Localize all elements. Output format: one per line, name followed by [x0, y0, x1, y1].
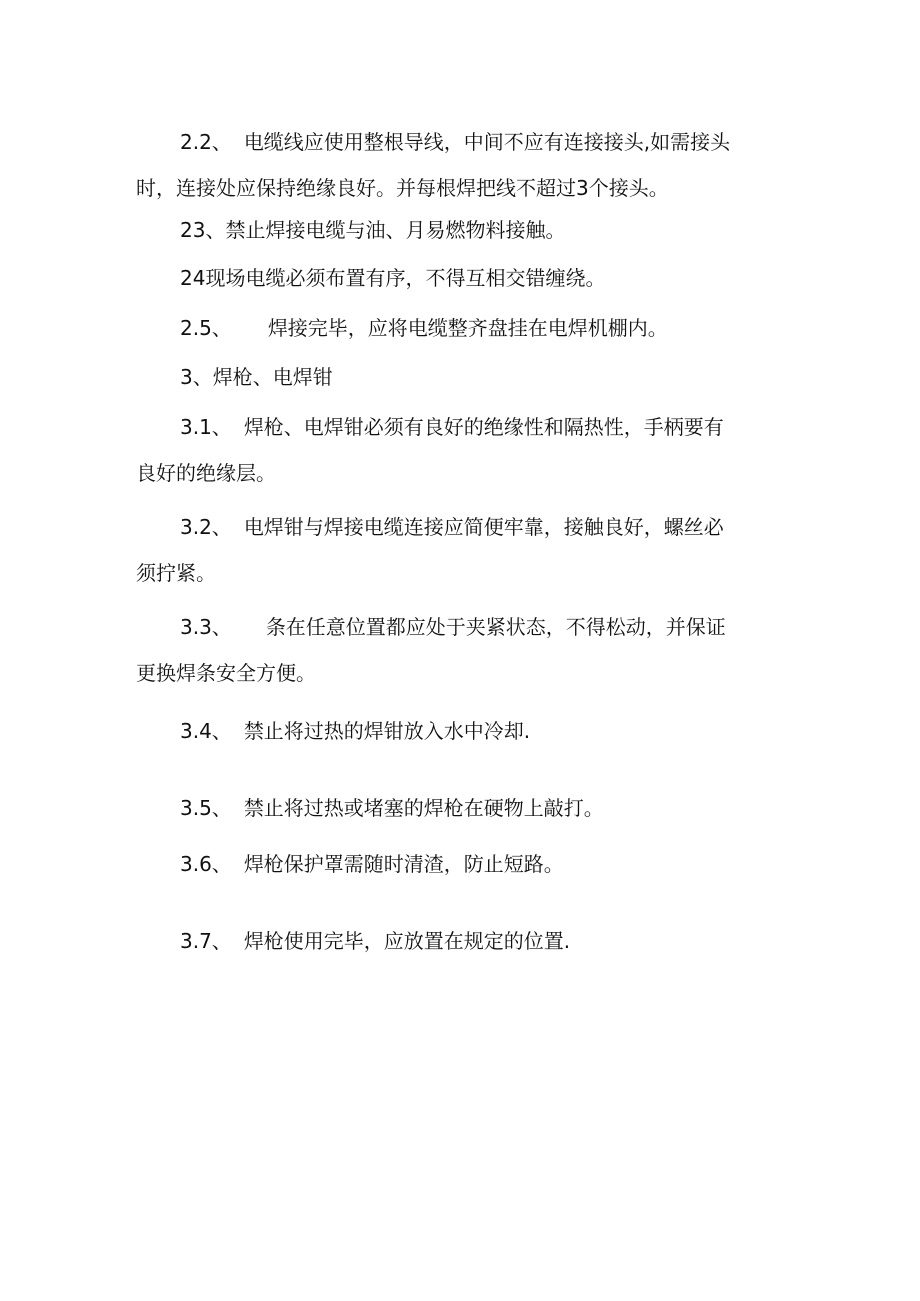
paragraph-line: 须拧紧。: [136, 561, 216, 585]
item-number: 2.5、: [180, 316, 232, 340]
paragraph-line: 电焊钳与焊接电缆连接应简便牢靠，接触良好，螺丝必: [243, 515, 724, 539]
paragraph-3-7: [136, 918, 786, 964]
paragraph-3-2: [136, 504, 786, 596]
item-number: 3.2、: [180, 515, 232, 539]
paragraph-3-6: [136, 841, 786, 887]
item-number: 3.7、: [180, 929, 232, 953]
paragraph-line: 时，连接处应保持绝缘良好。并每根焊把线不超过3个接头。: [136, 176, 669, 200]
paragraph-line: 23、禁止焊接电缆与油、月易燃物料接触。: [180, 218, 566, 242]
paragraph-3-4: [136, 708, 786, 754]
paragraph-line: 禁止将过热的焊钳放入水中冷却.: [243, 719, 531, 743]
paragraph-line: 24现场电缆必须布置有序，不得互相交错缠绕。: [180, 266, 606, 290]
paragraph-line: 焊枪使用完毕，应放置在规定的位置.: [243, 929, 571, 953]
paragraph-line: 禁止将过热或堵塞的焊枪在硬物上敲打。: [243, 796, 604, 820]
paragraph-3-3: [136, 604, 786, 696]
paragraph-line: 更换焊条安全方便。: [136, 661, 316, 685]
paragraph-line: 焊接完毕，应将电缆整齐盘挂在电焊机棚内。: [267, 316, 668, 340]
item-number: 3.1、: [180, 415, 232, 439]
paragraph-23: [136, 207, 786, 253]
paragraph-24: [136, 255, 786, 301]
paragraph-line: 电缆线应使用整根导线，中间不应有连接接头,如需接头: [243, 130, 731, 154]
paragraph-line: 良好的绝缘层。: [136, 461, 276, 485]
item-number: 3.6、: [180, 852, 232, 876]
section-heading-3: [136, 354, 786, 400]
paragraph-3-1: [136, 404, 786, 496]
paragraph-line: 焊枪保护罩需随时清渣，防止短路。: [243, 852, 564, 876]
paragraph-3-5: [136, 785, 786, 831]
item-number: 3.4、: [180, 719, 232, 743]
section-heading: 3、焊枪、电焊钳: [180, 365, 333, 389]
item-number: 3.5、: [180, 796, 232, 820]
paragraph-line: 条在任意位置都应处于夹紧状态，不得松动，并保证: [265, 615, 726, 639]
paragraph-2-5: [136, 305, 786, 351]
item-number: 2.2、: [180, 130, 232, 154]
paragraph-2-2: [136, 119, 786, 211]
paragraph-line: 焊枪、电焊钳必须有良好的绝缘性和隔热性，手柄要有: [243, 415, 724, 439]
item-number: 3.3、: [180, 615, 232, 639]
